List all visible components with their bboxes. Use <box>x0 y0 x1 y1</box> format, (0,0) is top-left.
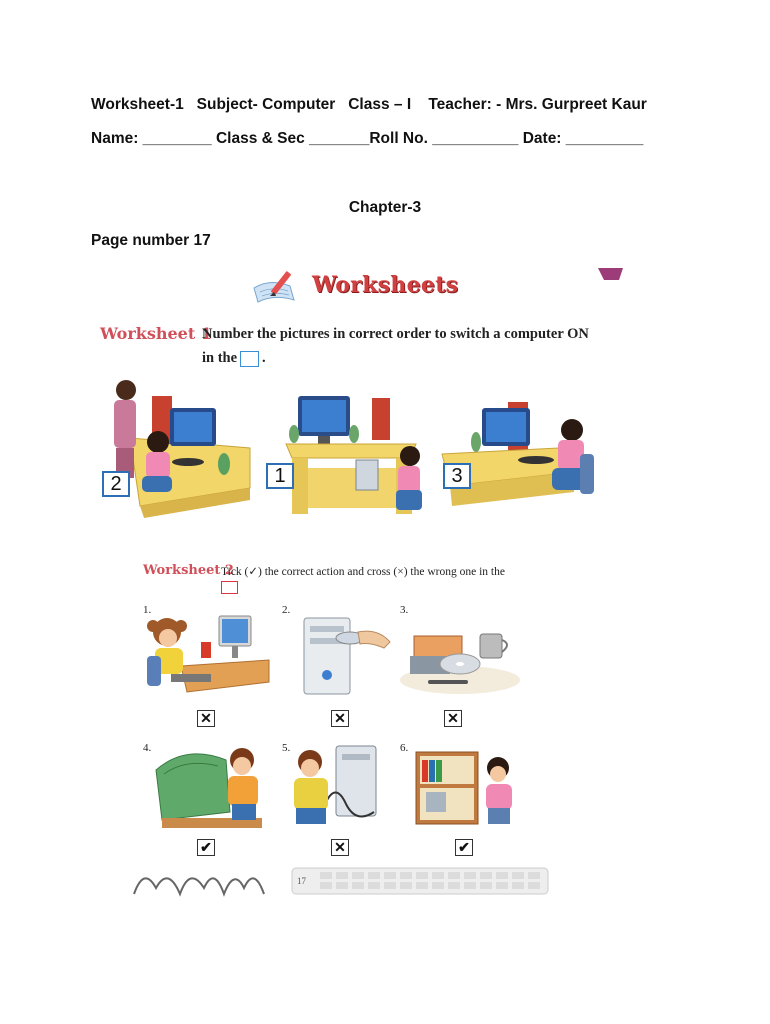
worksheet1-instruction: Number the pictures in correct order to switch a computer ON <box>202 326 589 342</box>
instruction-text: in the <box>202 350 238 366</box>
chapter-title: Chapter-3 <box>348 199 422 216</box>
answer-box-sample <box>240 351 259 367</box>
pencil-notebook-icon <box>250 266 310 308</box>
picture-boy-covering-computer <box>146 740 268 832</box>
worksheet2-label: Worksheet 2 <box>143 563 234 578</box>
picture-disc-with-coffee <box>398 620 520 696</box>
answer-checkbox[interactable]: ✕ <box>197 710 215 727</box>
corner-decoration <box>598 268 623 280</box>
picture-hand-inserting-disc <box>300 612 392 696</box>
item-number: 5. <box>282 742 291 754</box>
scene-number-box[interactable]: 2 <box>102 471 130 497</box>
picture-boy-with-cables <box>286 742 396 830</box>
picture-girl-near-bookshelf <box>412 748 524 828</box>
answer-checkbox[interactable]: ✕ <box>331 710 349 727</box>
worksheet2-instruction: Tick (✓) the correct action and cross (×) the wrong one in the <box>221 566 505 578</box>
instruction-period: . <box>262 350 266 366</box>
item-number: 3. <box>400 604 409 616</box>
footer-decoration <box>132 864 550 898</box>
answer-checkbox[interactable]: ✔ <box>455 839 473 856</box>
page-number-label: Page number 17 <box>91 232 211 249</box>
answer-checkbox[interactable]: ✔ <box>197 839 215 856</box>
printed-page-number: 17 <box>297 876 306 886</box>
scene-girl-at-computer <box>440 398 600 516</box>
scene-number-box[interactable]: 3 <box>443 463 471 489</box>
worksheet-header-line: Worksheet-1 Subject- Computer Class – I Teacher: - Mrs. Gurpreet Kaur <box>91 96 647 113</box>
worksheets-banner <box>250 266 459 308</box>
answer-checkbox[interactable]: ✕ <box>444 710 462 727</box>
student-details-line: Name: ________ Class & Sec _______Roll No. __________ Date: _________ <box>91 130 644 147</box>
scene-girl-with-teacher <box>100 378 256 522</box>
worksheet1-instruction-line2 <box>202 350 266 367</box>
answer-box-sample <box>221 581 238 594</box>
item-number: 4. <box>143 742 152 754</box>
answer-checkbox[interactable]: ✕ <box>331 839 349 856</box>
picture-girl-eating-at-computer <box>141 612 271 700</box>
item-number: 2. <box>282 604 291 616</box>
scene-number-box[interactable]: 1 <box>266 463 294 489</box>
item-number: 6. <box>400 742 409 754</box>
scene-girl-pressing-power <box>278 394 436 520</box>
worksheet1-label: Worksheet 1 <box>100 324 212 343</box>
worksheets-banner-title: Worksheets <box>312 272 459 298</box>
item-number: 1. <box>143 604 152 616</box>
